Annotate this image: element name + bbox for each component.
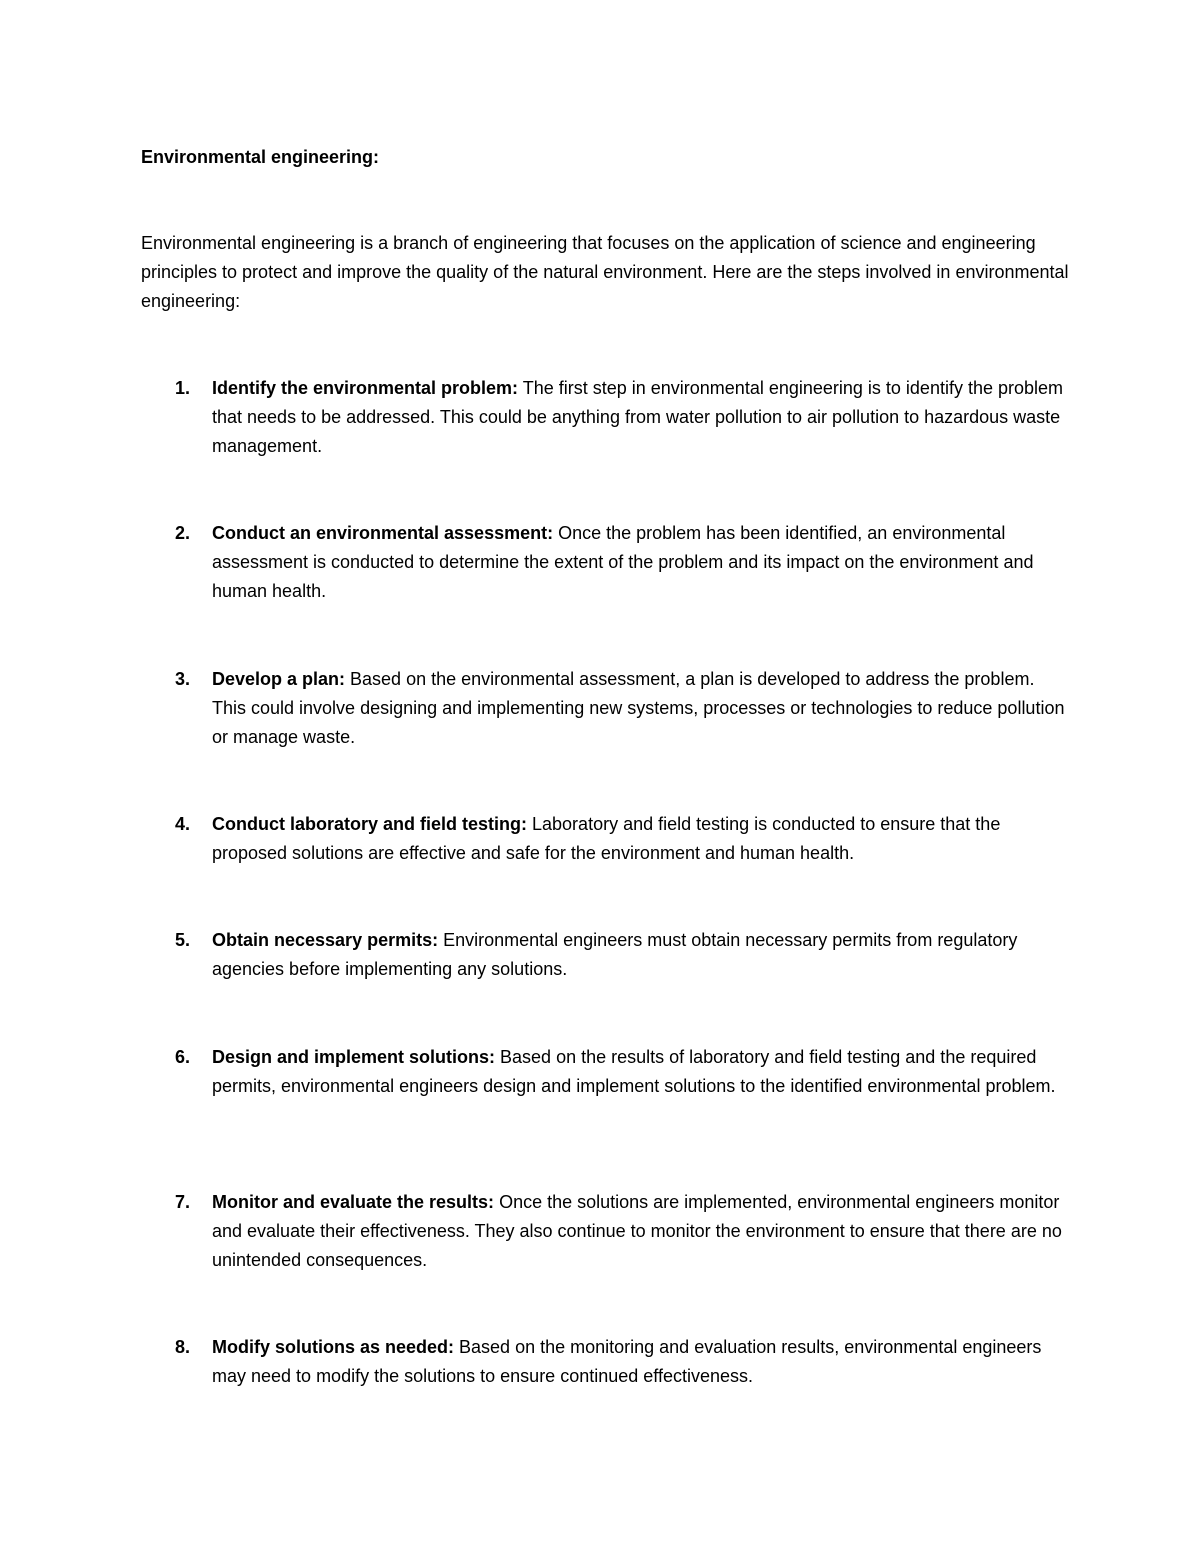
list-item-number: 6.	[175, 1047, 191, 1067]
list-item-heading: Obtain necessary permits:	[212, 930, 439, 950]
list-item-text: Laboratory and field testing is conducted to ensure that the proposed solutions are effective and safe for the environment and human health.	[212, 814, 1001, 863]
list-item	[141, 926, 1071, 984]
list-item-number: 8.	[175, 1337, 191, 1357]
page-title: Environmental engineering:	[141, 147, 380, 167]
list-item-number: 5.	[175, 930, 191, 950]
list-item	[141, 519, 1071, 606]
list-item-number: 1.	[175, 378, 191, 398]
list-item-body	[212, 1043, 1071, 1101]
list-item-heading: Monitor and evaluate the results:	[212, 1192, 495, 1212]
list-item-number: 2.	[175, 523, 191, 543]
list-item-text: Based on the monitoring and evaluation results, environmental engineers may need to modify the solutions to ensure continued effectiveness.	[212, 1337, 1042, 1386]
list-item-text: Once the problem has been identified, an environmental assessment is conducted to determine the extent of the problem and its impact on the environment and human health.	[212, 523, 1034, 601]
intro-paragraph: Environmental engineering is a branch of engineering that focuses on the application of science and engineering principles to protect and improve the quality of the natural environment. Here are the steps involved in environmental engineering:	[141, 233, 1069, 311]
list-item-body	[212, 1188, 1071, 1275]
list-item-heading: Identify the environmental problem:	[212, 378, 519, 398]
list-item-heading: Conduct an environmental assessment:	[212, 523, 554, 543]
list-item-heading: Design and implement solutions:	[212, 1047, 496, 1067]
list-item	[141, 1188, 1071, 1275]
list-item	[141, 810, 1071, 868]
list-item-body	[212, 665, 1071, 752]
list-item-body	[212, 1333, 1071, 1391]
list-item-heading: Modify solutions as needed:	[212, 1337, 455, 1357]
list-item	[141, 374, 1071, 461]
list-item-text: Once the solutions are implemented, environmental engineers monitor and evaluate their effectiveness. They also continue to monitor the environment to ensure that there are no unintended consequences.	[212, 1192, 1062, 1270]
list-item-heading: Conduct laboratory and field testing:	[212, 814, 528, 834]
list-item-number: 3.	[175, 669, 191, 689]
list-item-text: Based on the results of laboratory and field testing and the required permits, environmental engineers design and implement solutions to the identified environmental problem.	[212, 1047, 1056, 1096]
list-item-body	[212, 926, 1071, 984]
list-item-text: Based on the environmental assessment, a plan is developed to address the problem. This could involve designing and implementing new systems, processes or technologies to reduce pollution or manage waste.	[212, 669, 1065, 747]
list-item	[141, 1333, 1071, 1391]
list-item-text: The first step in environmental engineering is to identify the problem that needs to be addressed. This could be anything from water pollution to air pollution to hazardous waste management.	[212, 378, 1064, 456]
list-item-text: Environmental engineers must obtain necessary permits from regulatory agencies before implementing any solutions.	[212, 930, 1018, 979]
list-item	[141, 1043, 1071, 1101]
list-item-heading: Develop a plan:	[212, 669, 346, 689]
list-item-body	[212, 810, 1071, 868]
list-item-body	[212, 374, 1071, 461]
list-item-number: 7.	[175, 1192, 191, 1212]
list-item-body	[212, 519, 1071, 606]
list-item-number: 4.	[175, 814, 191, 834]
list-item	[141, 665, 1071, 752]
